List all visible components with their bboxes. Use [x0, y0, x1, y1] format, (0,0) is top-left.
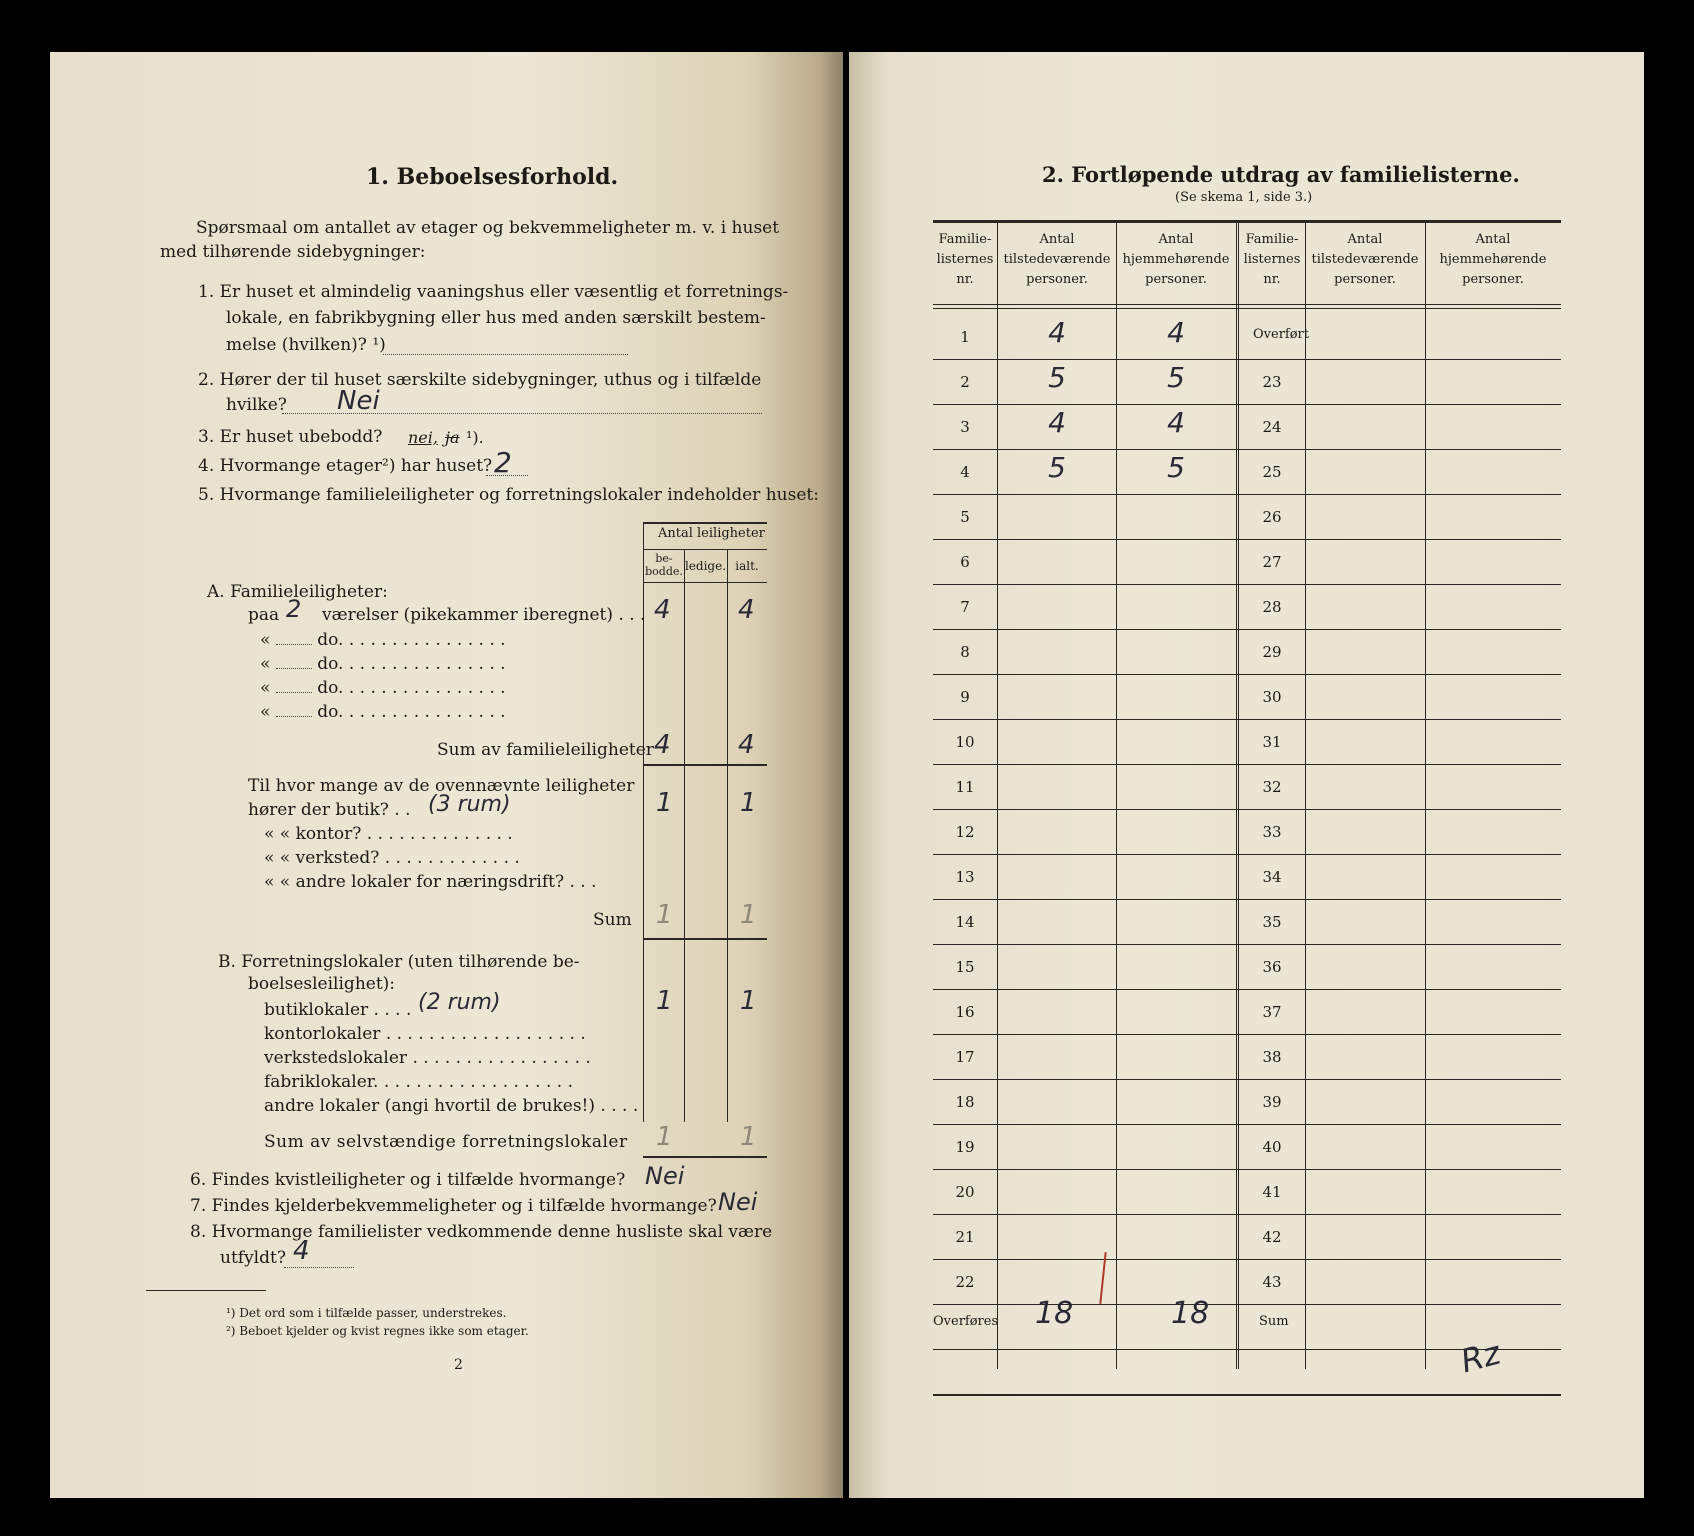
row-nr-right: 34 [1262, 868, 1282, 886]
initials-signature: Rz [1456, 1333, 1505, 1381]
table-col-rule [1425, 223, 1426, 1369]
butik-bebodde: 1 [656, 788, 673, 818]
row-nr-left: 13 [955, 868, 975, 886]
question-1-line-1: 1. Er huset et almindelig vaaningshus eller væsentlig et forretnings- [198, 282, 789, 302]
andre-row: « « andre lokaler for næringsdrift? . . . [264, 872, 597, 892]
question-8-line-1: 8. Hvormange familielister vedkommende denne husliste skal være [190, 1222, 773, 1242]
row-nr-right: 41 [1262, 1183, 1282, 1201]
row-nr-left: 5 [960, 508, 970, 526]
table-row-rule [933, 584, 1561, 585]
row-nr-left: 7 [960, 598, 970, 616]
header-tilst-left: Antal tilstedeværende personer. [1003, 232, 1111, 287]
butiklokaler-ialt: 1 [740, 986, 757, 1016]
row-nr-left: 15 [955, 958, 975, 976]
row-nr-left: 8 [960, 643, 970, 661]
header-tilst-right: Antal tilstedeværende personer. [1311, 232, 1419, 287]
sum-fam-bebodde: 4 [654, 730, 671, 760]
kontorlokaler-row: kontorlokaler . . . . . . . . . . . . . . . . . . . [264, 1024, 586, 1044]
table-row-rule [933, 854, 1561, 855]
row1-bebodde: 4 [654, 595, 671, 625]
header-nr-right: Familie- listernes nr. [1243, 232, 1301, 287]
question-2-answer: Nei [337, 386, 380, 416]
row-nr-left: 18 [955, 1093, 975, 1111]
col-rule-2 [684, 549, 685, 1122]
sum-fam-ialt: 4 [738, 730, 755, 760]
tilst-value: 4 [1048, 316, 1066, 349]
row-nr-left: 16 [955, 1003, 975, 1021]
hjem-value: 5 [1167, 361, 1185, 394]
tilst-value: 5 [1048, 451, 1066, 484]
header-nr-left: Familie- listernes nr. [936, 232, 994, 287]
table-row-rule [933, 809, 1561, 810]
row-nr-left: 17 [955, 1048, 975, 1066]
row-nr-right: 42 [1262, 1228, 1282, 1246]
row-nr-right: 23 [1262, 373, 1282, 391]
butiklokaler-answer: (2 rum) [418, 990, 501, 1015]
verksted-row: « « verksted? . . . . . . . . . . . . . [264, 848, 520, 868]
left-page [50, 52, 843, 1498]
question-1-line-2: lokale, en fabrikbygning eller hus med anden særskilt bestem- [226, 308, 766, 328]
row-nr-right: 39 [1262, 1093, 1282, 1111]
hjem-value: 5 [1167, 451, 1185, 484]
table-row-rule [933, 1034, 1561, 1035]
question-4: 4. Hvormange etager²) har huset? [198, 456, 493, 476]
row-nr-left: 11 [955, 778, 975, 796]
do-row-3: « do. . . . . . . . . . . . . . . . [260, 678, 506, 698]
question-6-answer: Nei [645, 1162, 685, 1190]
sum-label: Sum [593, 910, 632, 930]
row-nr-right: 40 [1262, 1138, 1282, 1156]
question-1-line-3: melse (hvilken)? ¹) [226, 335, 386, 355]
question-4-answer: 2 [494, 446, 512, 479]
row-nr-left: 2 [960, 373, 970, 391]
footnote-rule [146, 1290, 266, 1291]
right-page [849, 52, 1644, 1498]
table-row-rule [933, 404, 1561, 405]
sum-fam-rule [643, 764, 767, 766]
table-row-rule [933, 539, 1561, 540]
row-nr-left: 6 [960, 553, 970, 571]
row-nr-right: 27 [1262, 553, 1282, 571]
row-nr-right: 37 [1262, 1003, 1282, 1021]
question-2-line-1: 2. Hører der til huset særskilte sidebygninger, uthus og i tilfælde [198, 370, 762, 390]
section-2-subtitle: (Se skema 1, side 3.) [1175, 190, 1313, 205]
table-top-rule [933, 220, 1561, 223]
row-nr-right: 43 [1262, 1273, 1282, 1291]
do-row-2: « do. . . . . . . . . . . . . . . . [260, 654, 506, 674]
row-nr-left: 20 [955, 1183, 975, 1201]
hjem-value: 4 [1167, 406, 1185, 439]
question-6: 6. Findes kvistleiligheter og i tilfælde hvormange? [190, 1170, 626, 1190]
row-nr-left: 10 [955, 733, 975, 751]
kontor-row: « « kontor? . . . . . . . . . . . . . . [264, 824, 513, 844]
overfores-label: Overføres [933, 1314, 999, 1329]
andre-lokaler-row: andre lokaler (angi hvortil de brukes!) . . . . [264, 1096, 639, 1116]
row-nr-left: 1 [960, 328, 970, 346]
section-2-title: 2. Fortløpende utdrag av familielisterne. [1042, 162, 1520, 187]
table-row-rule [933, 1169, 1561, 1170]
header-hjem-left: Antal hjemmehørende personer. [1122, 232, 1230, 287]
table-row-rule [933, 1124, 1561, 1125]
footnote-2: ²) Beboet kjelder og kvist regnes ikke som etager. [226, 1324, 529, 1338]
table-row-rule [933, 944, 1561, 945]
sum-rule [643, 938, 767, 940]
col-ledige: ledige. [684, 559, 727, 573]
table-head-rule-2 [933, 308, 1561, 309]
question-8-line-2: utfyldt? [220, 1248, 286, 1268]
row-nr-left: 4 [960, 463, 970, 481]
col-ialt: ialt. [735, 559, 759, 573]
sum-familieleiligheter: Sum av familieleiligheter [437, 740, 654, 760]
butik-ialt: 1 [740, 788, 757, 818]
row-nr-right: 26 [1262, 508, 1282, 526]
sum-label-right: Sum [1259, 1314, 1289, 1329]
table-row-rule [933, 1304, 1561, 1305]
row-nr-left: 21 [955, 1228, 975, 1246]
question-3-tail: ¹). [466, 428, 484, 447]
table-col-rule [997, 223, 998, 1369]
question-2-line-2: hvilke? [226, 395, 287, 415]
table-row-rule [933, 1214, 1561, 1215]
tilst-value: 4 [1048, 406, 1066, 439]
table-row-rule [933, 674, 1561, 675]
table-col-rule [1305, 223, 1306, 1369]
til-hvor-line-1: Til hvor mange av de ovennævnte leiligheter [248, 776, 635, 796]
table-head-rule-1 [933, 304, 1561, 305]
table-row-rule [933, 359, 1561, 360]
row-nr-right: 28 [1262, 598, 1282, 616]
table-col-rule [1116, 223, 1117, 1369]
section-1-title: 1. Beboelsesforhold. [366, 164, 619, 190]
butik-answer: (3 rum) [428, 792, 511, 817]
row-nr-right: 30 [1262, 688, 1282, 706]
tilst-value: 5 [1048, 361, 1066, 394]
table-row-rule [933, 1259, 1561, 1260]
row-nr-right: 29 [1262, 643, 1282, 661]
row-nr-left: 12 [955, 823, 975, 841]
table-row-rule [933, 989, 1561, 990]
question-5: 5. Hvormange familieleiligheter og forretningslokaler indeholder huset: [198, 485, 819, 505]
question-3: 3. Er huset ubebodd? [198, 427, 383, 447]
sum-ialt: 1 [740, 900, 757, 930]
col-bebodde: be- bodde. [645, 552, 683, 578]
table-col-rule [1236, 223, 1237, 1369]
row-nr-right: 25 [1262, 463, 1282, 481]
col-rule-3 [727, 549, 728, 1122]
sum-selv-rule [643, 1156, 767, 1158]
paa-answer: 2 [286, 595, 302, 623]
butiklokaler-bebodde: 1 [656, 986, 673, 1016]
overfort-label: Overført [1253, 327, 1309, 342]
row-nr-right: 32 [1262, 778, 1282, 796]
table-row-rule [933, 494, 1561, 495]
question-7-answer: Nei [718, 1188, 758, 1216]
row-nr-left: 3 [960, 418, 970, 436]
fabriklokaler-row: fabriklokaler. . . . . . . . . . . . . . . . . . . [264, 1072, 573, 1092]
table-row-rule [933, 764, 1561, 765]
intro-line-2: med tilhørende sidebygninger: [160, 242, 426, 262]
table-row-rule [933, 1079, 1561, 1080]
table-row-rule [933, 719, 1561, 720]
vaerelser-label: værelser (pikekammer iberegnet) . . . [322, 605, 646, 625]
header-hjem-right: Antal hjemmehørende personer. [1439, 232, 1547, 287]
table-row-rule [933, 1394, 1561, 1396]
sum-selvstaendige: Sum av selvstændige forretningslokaler [264, 1132, 628, 1152]
question-8-answer: 4 [293, 1236, 310, 1266]
til-hvor-line-2: hører der butik? . . [248, 800, 411, 820]
intro-line-1: Spørsmaal om antallet av etager og bekvemmeligheter m. v. i huset [196, 218, 780, 238]
butiklokaler-label: butiklokaler . . . . [264, 1000, 412, 1020]
do-row-1: « do. . . . . . . . . . . . . . . . [260, 630, 506, 650]
question-8-answer-line [284, 1267, 354, 1268]
section-a-title: A. Familieleiligheter: [207, 582, 388, 602]
row-nr-left: 19 [955, 1138, 975, 1156]
paa-label: paa [248, 605, 280, 625]
table-row-rule [933, 629, 1561, 630]
question-1-answer-line [383, 354, 628, 355]
overfores-hjem: 18 [1171, 1296, 1210, 1331]
section-b-line-1: B. Forretningslokaler (uten tilhørende be- [218, 952, 580, 972]
table-head-label: Antal leiligheter [658, 526, 765, 541]
question-7: 7. Findes kjelderbekvemmeligheter og i tilfælde hvormange? [190, 1196, 717, 1216]
row-nr-right: 38 [1262, 1048, 1282, 1066]
row-nr-right: 35 [1262, 913, 1282, 931]
table-head-rule [643, 549, 767, 550]
question-3-ja: ja [445, 428, 460, 447]
section-b-line-2: boelsesleilighet): [248, 974, 396, 994]
row-nr-left: 14 [955, 913, 975, 931]
row-nr-right: 31 [1262, 733, 1282, 751]
page-number: 2 [454, 1357, 463, 1373]
table-row-rule [933, 449, 1561, 450]
question-3-nei: nei, [408, 428, 438, 447]
overfores-tilst: 18 [1035, 1296, 1074, 1331]
sum-selv-ialt: 1 [740, 1122, 757, 1152]
hjem-value: 4 [1167, 316, 1185, 349]
row-nr-right: 36 [1262, 958, 1282, 976]
table-top-rule [643, 522, 767, 524]
row-nr-left: 22 [955, 1273, 975, 1291]
table-col-rule [643, 582, 767, 583]
footnote-1: ¹) Det ord som i tilfælde passer, understrekes. [226, 1306, 507, 1320]
sum-bebodde: 1 [656, 900, 673, 930]
row-nr-right: 24 [1262, 418, 1282, 436]
row1-ialt: 4 [738, 595, 755, 625]
do-row-4: « do. . . . . . . . . . . . . . . . [260, 702, 506, 722]
sum-selv-bebodde: 1 [656, 1122, 673, 1152]
row-nr-left: 9 [960, 688, 970, 706]
verkstedslokaler-row: verkstedslokaler . . . . . . . . . . . . . . . . . [264, 1048, 591, 1068]
row-nr-right: 33 [1262, 823, 1282, 841]
table-row-rule [933, 899, 1561, 900]
